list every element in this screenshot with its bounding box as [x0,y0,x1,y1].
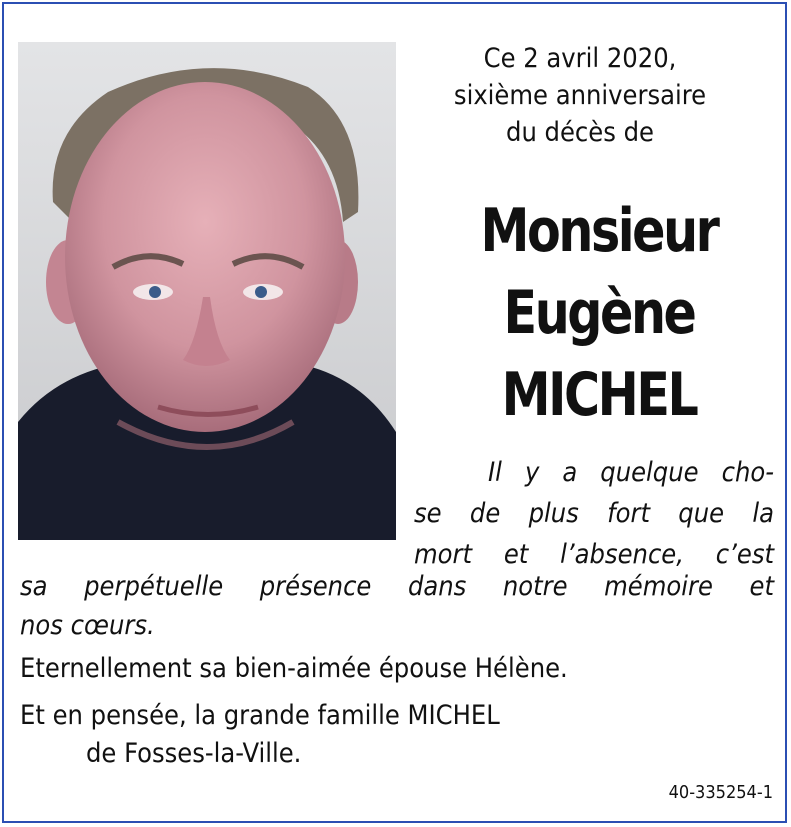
poem-line: nos cœurs. [20,610,155,641]
intro-death-line: du décès de [506,117,654,148]
poem-line: Il y a quelque cho- [488,457,774,488]
name-title: Monsieur [480,196,718,266]
poem-line: mort et l’absence, c’est [414,539,774,570]
name-last: MICHEL [501,360,697,430]
reference-number: 40-335254-1 [668,782,773,803]
name-first: Eugène [503,278,695,348]
deceased-name [444,190,754,436]
family-message [20,697,500,773]
wife-message: Eternellement sa bien-aimée épouse Hélène. [20,653,568,684]
poem-text-beside-photo [414,452,774,575]
portrait-photo [18,42,396,540]
poem-line: sa perpétuelle présence dans notre mémoire et [20,571,774,602]
intro-anniversary-line: sixième anniversaire [453,80,707,111]
poem-line: se de plus fort que la [414,498,774,529]
poem-text-full-width [20,567,774,645]
family-town-line: de Fosses-la-Ville. [86,738,302,769]
anniversary-intro [410,40,750,151]
family-line: Et en pensée, la grande famille MICHEL [20,700,500,731]
intro-date-line: Ce 2 avril 2020, [483,43,677,74]
